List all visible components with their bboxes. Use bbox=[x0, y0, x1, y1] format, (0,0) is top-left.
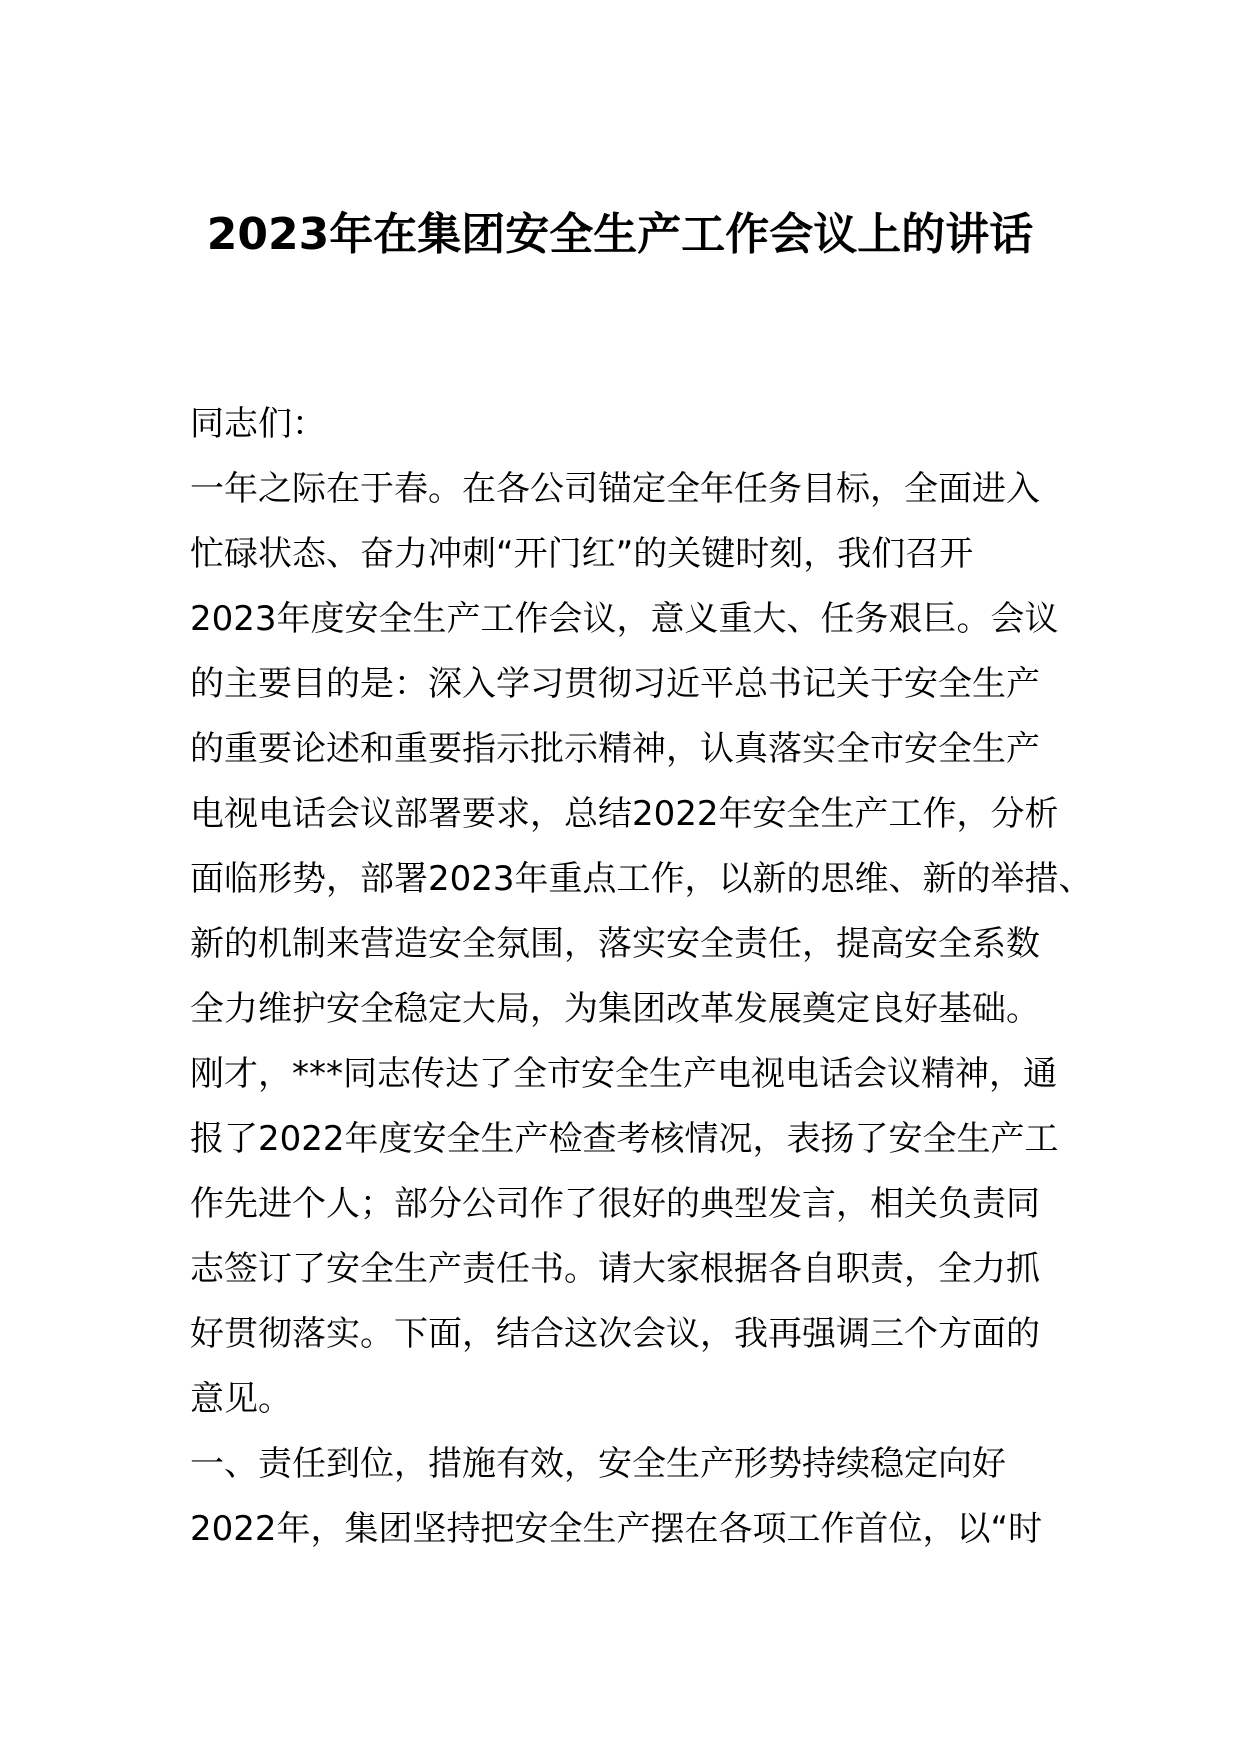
body-line: 的重要论述和重要指示批示精神，认真落实全市安全生产 bbox=[190, 729, 1040, 769]
body-line: 电视电话会议部署要求，总结2022年安全生产工作，分析 bbox=[190, 794, 1059, 834]
body-line: 作先进个人；部分公司作了很好的典型发言，相关负责同 bbox=[190, 1184, 1040, 1224]
body-line: 刚才，***同志传达了全市安全生产电视电话会议精神，通 bbox=[190, 1054, 1057, 1094]
section-heading: 一、责任到位，措施有效，安全生产形势持续稳定向好 bbox=[190, 1444, 1006, 1484]
body-line: 全力维护安全稳定大局，为集团改革发展奠定良好基础。 bbox=[190, 989, 1040, 1029]
body-line: 志签订了安全生产责任书。请大家根据各自职责，全力抓 bbox=[190, 1249, 1040, 1289]
body-line: 报了2022年度安全生产检查考核情况，表扬了安全生产工 bbox=[190, 1119, 1059, 1159]
body-line: 同志们： bbox=[190, 404, 326, 444]
body-line: 忙碌状态、奋力冲刺“开门红”的关键时刻，我们召开 bbox=[190, 534, 974, 574]
document-title: 2023年在集团安全生产工作会议上的讲话 bbox=[206, 209, 1034, 260]
body-line: 2022年，集团坚持把安全生产摆在各项工作首位，以“时 bbox=[190, 1509, 1043, 1549]
body-line: 好贯彻落实。下面，结合这次会议，我再强调三个方面的 bbox=[190, 1314, 1040, 1354]
body-line: 2023年度安全生产工作会议，意义重大、任务艰巨。会议 bbox=[190, 599, 1059, 639]
body-line: 一年之际在于春。在各公司锚定全年任务目标，全面进入 bbox=[190, 469, 1040, 509]
body-line: 面临形势，部署2023年重点工作，以新的思维、新的举措、 bbox=[190, 859, 1093, 899]
body-line: 意见。 bbox=[190, 1379, 292, 1419]
body-line: 新的机制来营造安全氛围，落实安全责任，提高安全系数 bbox=[190, 924, 1040, 964]
body-line: 的主要目的是：深入学习贯彻习近平总书记关于安全生产 bbox=[190, 664, 1040, 704]
